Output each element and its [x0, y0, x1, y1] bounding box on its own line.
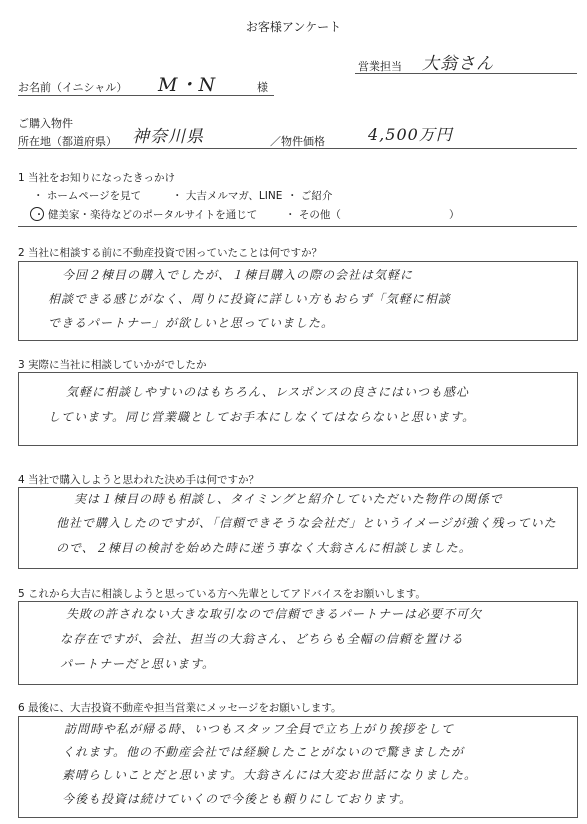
option-other-close: ） — [449, 209, 460, 221]
price-value: 4,500万円 — [368, 125, 453, 144]
option-homepage[interactable]: ・ ホームページを見て — [33, 190, 142, 202]
q2-answer-line: できるパートナー」が欲しいと思っていました。 — [48, 316, 335, 330]
q2-label: 2 当社に相談する前に不動産投資で困っていたことは何ですか？ — [18, 247, 323, 259]
q1-divider — [18, 226, 577, 227]
q3-label: 3 実際に当社に相談していかがでしたか — [18, 359, 207, 371]
location-value: 神奈川県 — [132, 127, 204, 147]
sales-rep-value: 大翁さん — [422, 54, 494, 74]
q4-answer-line: ので、２棟目の検討を始めた時に迷う事なく大翁さんに相談しました。 — [56, 541, 472, 555]
name-underline — [18, 95, 274, 96]
price-label: ／物件価格 — [270, 135, 325, 148]
sales-rep-label: 営業担当 — [358, 60, 402, 73]
option-portal-site[interactable]: 健美家・楽待などのポータルサイトを通じて — [48, 209, 258, 221]
q6-answer-line: くれます。他の不動産会社では経験したことがないので驚きましたが — [62, 745, 465, 759]
q2-answer-line: 今回２棟目の購入でしたが、１棟目購入の際の会社は気軽に — [62, 268, 414, 282]
q6-label: 6 最後に、大吉投資不動産や担当営業にメッセージをお願いします。 — [18, 702, 342, 714]
q5-answer-line: 失敗の許されない大きな取引なので信頼できるパートナーは必要不可欠 — [66, 607, 483, 621]
q4-answer-line: 実は１棟目の時も相談し、タイミングと紹介していただいた物件の関係で — [74, 492, 503, 506]
q6-answer-line: 今後も投資は続けていくので今後とも頼りにしております。 — [62, 792, 413, 806]
sales-rep-underline — [355, 73, 577, 74]
name-label: お名前（イニシャル） — [18, 81, 128, 94]
q5-label: 5 これから大吉に相談しようと思っている方へ先輩としてアドバイスをお願いします。 — [18, 588, 426, 600]
option-referral[interactable]: ・ ご紹介 — [287, 190, 333, 202]
q2-answer-line: 相談できる感じがなく、周りに投資に詳しい方もおらず「気軽に相談 — [48, 292, 451, 306]
name-suffix: 様 — [257, 81, 268, 94]
q3-answer-line: しています。同じ営業職としてお手本にしなくてはならないと思います。 — [48, 410, 476, 424]
q6-answer-line: 訪問時や私が帰る時、いつもスタッフ全員で立ち上がり挨拶をして — [64, 722, 455, 736]
q3-answer-line: 気軽に相談しやすいのはもちろん、レスポンスの良さにはいつも感心 — [66, 385, 470, 399]
page-title: お客様アンケート — [245, 20, 342, 34]
q4-label: 4 当社で購入しようと思われた決め手は何ですか？ — [18, 474, 260, 486]
property-underline — [18, 148, 577, 149]
option-newsletter[interactable]: ・ 大吉メルマガ、LINE — [172, 190, 283, 202]
name-value: M・N — [158, 74, 217, 96]
q5-answer-line: パートナーだと思います。 — [60, 657, 216, 671]
q1-label: 1 当社をお知りになったきっかけ — [18, 172, 176, 184]
q6-answer-line: 素晴らしいことだと思います。大翁さんには大変お世話になりました。 — [62, 768, 478, 782]
q5-answer-line: な存在ですが、会社、担当の大翁さん、どちらも全幅の信頼を置ける — [60, 632, 464, 646]
property-section-label: ご購入物件 — [18, 117, 73, 130]
q4-answer-line: 他社で購入したのですが、「信頼できそうな会社だ」というイメージが強く残っていた — [56, 516, 557, 530]
location-label: 所在地（都道府県） — [18, 135, 117, 148]
option-other[interactable]: ・ その他（ — [285, 209, 341, 221]
